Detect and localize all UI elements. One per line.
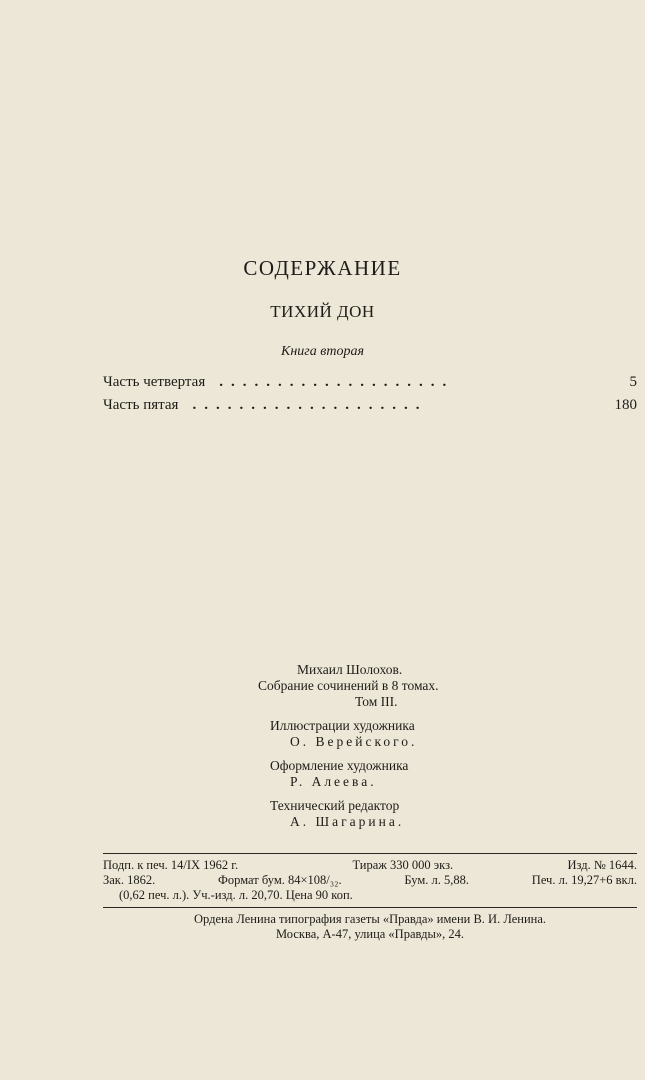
credit-role: Технический редактор <box>270 798 400 813</box>
volume-number: Том III. <box>355 694 398 709</box>
divider-line <box>103 853 637 854</box>
contents-heading: СОДЕРЖАНИЕ <box>243 256 402 280</box>
toc-entry <box>103 397 637 419</box>
printer-address: Москва, А-47, улица «Правды», 24. <box>275 927 464 941</box>
credit-role: Иллюстрации художника <box>270 718 415 733</box>
printed-sheets: Печ. л. 19,27+6 вкл. <box>531 873 637 887</box>
printer-info <box>103 912 637 942</box>
toc-entry-page: 180 <box>614 397 637 413</box>
paper-sheets: Бум. л. 5,88. <box>404 873 470 887</box>
printer-name: Ордена Ленина типография газеты «Правда» имени В. И. Ленина. <box>193 912 547 926</box>
credit-name: О. Верейского. <box>290 734 418 749</box>
publication-details <box>103 858 637 903</box>
toc-leader-dots: .................... <box>192 397 428 413</box>
toc-entry-page: 5 <box>629 374 637 390</box>
author-name: Михаил Шолохов. <box>297 662 403 677</box>
imprint-block <box>200 662 540 838</box>
book-subtitle: Книга вторая <box>281 344 364 359</box>
edition-number: Изд. № 1644. <box>567 858 637 872</box>
collection-title: Собрание сочинений в 8 томах. <box>258 678 439 693</box>
print-run: Тираж 330 000 экз. <box>352 858 454 872</box>
toc-leader-dots: .................... <box>219 374 455 390</box>
order-number: Зак. 1862. <box>103 873 156 887</box>
credit-role: Оформление художника <box>270 758 409 773</box>
sheets-and-price: (0,62 печ. л.). Уч.-изд. л. 20,70. Цена 90 коп. <box>119 888 353 902</box>
toc-entry-label: Часть пятая <box>103 397 179 413</box>
signed-to-print: Подп. к печ. 14/IX 1962 г. <box>103 858 239 872</box>
paper-format: Формат бум. 84×108/₃₂. <box>218 873 342 887</box>
toc-entry <box>103 374 637 396</box>
divider-line <box>103 907 637 908</box>
toc-entry-label: Часть четвертая <box>103 374 206 390</box>
credit-name: А. Шагарина. <box>290 814 405 829</box>
credit-name: Р. Алеева. <box>290 774 377 789</box>
work-title: ТИХИЙ ДОН <box>270 302 375 321</box>
